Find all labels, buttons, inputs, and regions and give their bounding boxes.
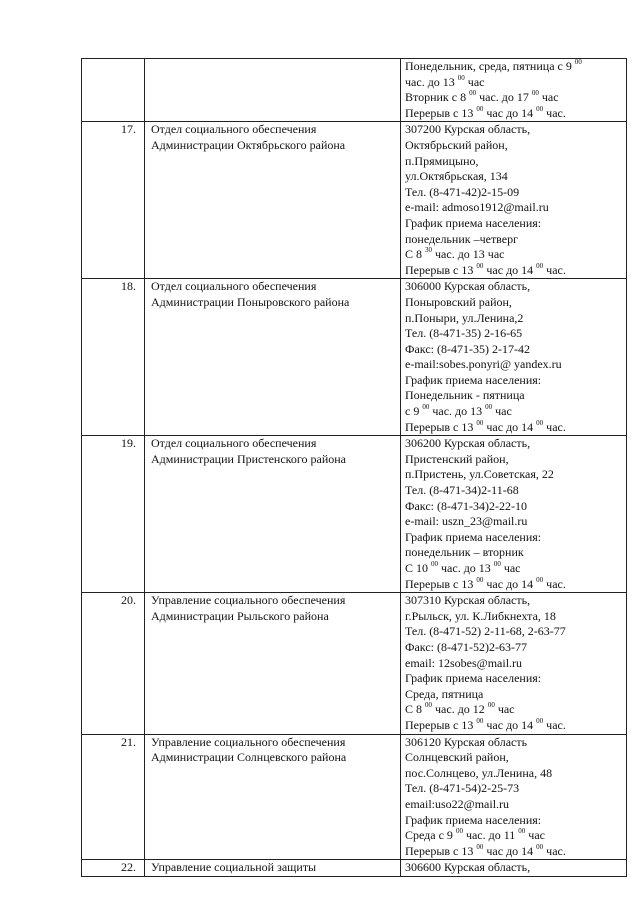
- contact-text: Тел. (8-471-35) 2-16-65: [405, 326, 523, 341]
- time-minutes: 00: [469, 89, 477, 98]
- contact-text: График приема населения:: [405, 671, 542, 686]
- contact-text: час до 14: [483, 717, 537, 732]
- contact-text: Факс: (8-471-35) 2-17-42: [405, 341, 530, 356]
- offices-table: [81, 58, 627, 877]
- contact-line: [405, 138, 623, 154]
- row-number: 19.: [82, 436, 145, 593]
- office-contact: [401, 122, 627, 279]
- time-minutes: 00: [476, 261, 484, 270]
- contact-text: час. до 13: [405, 74, 458, 89]
- contact-text: Октябрьский район,: [405, 137, 508, 152]
- contact-line: [405, 624, 623, 640]
- contact-text: email:uso22@mail.ru: [405, 796, 510, 811]
- contact-text: с 9: [405, 404, 423, 419]
- office-name-line: Отдел социального обеспечения: [151, 436, 317, 451]
- contact-line: [405, 750, 623, 766]
- offices-table-body: [82, 59, 627, 877]
- office-name-line: Администрации Поныровского района: [151, 294, 350, 309]
- time-minutes: 00: [487, 701, 495, 710]
- contact-line: [405, 185, 623, 201]
- contact-text: час: [494, 702, 515, 717]
- contact-text: График приема населения:: [405, 812, 542, 827]
- office-contact: [401, 279, 627, 436]
- contact-line: [405, 860, 623, 876]
- contact-line: [405, 530, 623, 546]
- contact-line: [405, 311, 623, 327]
- office-contact: [401, 860, 627, 877]
- table-row: [82, 122, 627, 279]
- contact-text: Тел. (8-471-34)2-11-68: [405, 483, 519, 498]
- contact-line: [405, 75, 623, 91]
- time-minutes: 00: [536, 716, 544, 725]
- contact-text: час. до 12: [432, 702, 488, 717]
- time-minutes: 00: [485, 403, 493, 412]
- contact-text: 306200 Курская область,: [405, 436, 531, 451]
- office-contact: [401, 59, 627, 122]
- office-name: [145, 59, 401, 122]
- contact-text: п.Пристень, ул.Советская, 22: [405, 467, 554, 482]
- contact-text: Тел. (8-471-52) 2-11-68, 2-63-77: [405, 624, 566, 639]
- contact-text: Перерыв с 13: [405, 262, 477, 277]
- office-name-line: Администрации Рыльского района: [151, 608, 329, 623]
- contact-line: [405, 702, 623, 718]
- contact-line: [405, 232, 623, 248]
- contact-line: [405, 154, 623, 170]
- contact-text: понедельник – вторник: [405, 545, 524, 560]
- contact-text: час: [492, 404, 512, 419]
- contact-text: С 8: [405, 702, 426, 717]
- contact-text: e-mail: admoso1912@mail.ru: [405, 200, 549, 215]
- office-name: [145, 734, 401, 860]
- office-name-line: Управление социальной защиты: [151, 860, 317, 875]
- contact-line: [405, 357, 623, 373]
- contact-text: час.: [543, 262, 566, 277]
- office-name-line: Администрации Пристенского района: [151, 451, 347, 466]
- contact-text: час.: [543, 419, 566, 434]
- contact-line: [405, 169, 623, 185]
- contact-text: час: [500, 561, 521, 575]
- contact-text: Перерыв с 13: [405, 576, 477, 591]
- contact-text: График приема населения:: [405, 215, 542, 230]
- contact-text: Перерыв с 13: [405, 419, 477, 434]
- contact-text: час. до 13 час: [432, 247, 505, 262]
- contact-text: час до 14: [483, 105, 537, 120]
- contact-text: Среда с 9: [405, 828, 456, 843]
- contact-text: e-mail: uszn_23@mail.ru: [405, 514, 528, 529]
- time-minutes: 00: [457, 73, 465, 82]
- time-minutes: 00: [536, 842, 544, 851]
- contact-line: [405, 467, 623, 483]
- row-number: 20.: [82, 593, 145, 734]
- contact-text: Солнцевский район,: [405, 750, 509, 765]
- contact-text: час до 14: [483, 576, 537, 591]
- contact-text: 307310 Курская область,: [405, 593, 531, 608]
- contact-text: час. до 11: [462, 828, 519, 843]
- contact-line: [405, 216, 623, 232]
- contact-line: [405, 687, 623, 703]
- contact-text: Перерыв с 13: [405, 843, 477, 858]
- contact-text: час.: [543, 843, 566, 858]
- contact-text: Пристенский район,: [405, 451, 509, 466]
- contact-line: [405, 420, 623, 436]
- time-minutes: 00: [476, 716, 484, 725]
- time-minutes: 00: [536, 575, 544, 584]
- contact-text: e-mail:sobes.ponyri@ yandex.ru: [405, 357, 562, 372]
- office-name: [145, 279, 401, 436]
- time-minutes: 00: [536, 261, 544, 270]
- time-minutes: 00: [536, 418, 544, 427]
- contact-text: С 8: [405, 247, 426, 262]
- contact-line: [405, 295, 623, 311]
- contact-text: Факс: (8-471-52)2-63-77: [405, 639, 527, 654]
- row-number: 21.: [82, 734, 145, 860]
- contact-line: [405, 483, 623, 499]
- office-name: [145, 122, 401, 279]
- contact-text: пос.Солнцево, ул.Ленина, 48: [405, 765, 553, 780]
- contact-line: [405, 373, 623, 389]
- contact-line: [405, 671, 623, 687]
- contact-text: понедельник –четверг: [405, 231, 519, 246]
- contact-line: [405, 797, 623, 813]
- table-row: [82, 734, 627, 860]
- contact-text: Понедельник, среда, пятница с 9: [405, 59, 575, 73]
- contact-line: [405, 656, 623, 672]
- contact-text: 306600 Курская область,: [405, 860, 531, 875]
- contact-text: email: 12sobes@mail.ru: [405, 655, 523, 670]
- contact-text: час.: [543, 105, 566, 120]
- time-minutes: 00: [422, 403, 430, 412]
- contact-text: час.: [543, 576, 566, 591]
- office-name-line: Отдел социального обеспечения: [151, 279, 317, 294]
- contact-text: час до 14: [483, 262, 537, 277]
- contact-line: [405, 263, 623, 279]
- time-minutes: 00: [476, 104, 484, 113]
- row-number: 18.: [82, 279, 145, 436]
- row-number: 22.: [82, 860, 145, 877]
- contact-text: График приема населения:: [405, 529, 542, 544]
- contact-text: 307200 Курская область,: [405, 122, 531, 137]
- contact-line: [405, 545, 623, 561]
- contact-line: [405, 90, 623, 106]
- office-contact: [401, 734, 627, 860]
- office-name-line: Управление социального обеспечения: [151, 734, 346, 749]
- contact-line: [405, 247, 623, 263]
- contact-line: [405, 436, 623, 452]
- contact-text: час. до 13: [429, 404, 486, 419]
- contact-text: Поныровский район,: [405, 294, 512, 309]
- office-name: [145, 436, 401, 593]
- time-minutes: 00: [476, 575, 484, 584]
- time-minutes: 00: [536, 104, 544, 113]
- contact-text: 306120 Курская область: [405, 734, 528, 749]
- table-row: [82, 593, 627, 734]
- contact-text: час. до 13: [438, 561, 494, 575]
- time-minutes: 00: [574, 58, 582, 66]
- office-name-line: Администрации Октябрьского района: [151, 137, 346, 152]
- contact-text: Перерыв с 13: [405, 717, 477, 732]
- contact-line: [405, 106, 623, 122]
- contact-text: Понедельник - пятница: [405, 388, 525, 403]
- contact-line: [405, 388, 623, 404]
- row-number: 17.: [82, 122, 145, 279]
- contact-line: [405, 342, 623, 358]
- contact-text: Среда, пятница: [405, 686, 484, 701]
- office-name: [145, 593, 401, 734]
- table-row: [82, 860, 627, 877]
- contact-text: час до 14: [483, 843, 537, 858]
- contact-line: [405, 279, 623, 295]
- contact-line: [405, 781, 623, 797]
- time-minutes: 00: [431, 560, 439, 568]
- contact-text: С 10: [405, 561, 432, 575]
- office-name: [145, 860, 401, 877]
- contact-text: час. до 17: [476, 90, 532, 105]
- contact-text: час до 14: [483, 419, 537, 434]
- office-name-line: Отдел социального обеспечения: [151, 122, 317, 137]
- contact-line: [405, 813, 623, 829]
- table-row: [82, 279, 627, 436]
- contact-text: час: [525, 828, 545, 843]
- contact-text: п.Поныри, ул.Ленина,2: [405, 310, 524, 325]
- table-row: [82, 59, 627, 122]
- time-minutes: 00: [531, 89, 539, 98]
- contact-text: час: [538, 90, 559, 105]
- contact-line: [405, 122, 623, 138]
- contact-text: Перерыв с 13: [405, 105, 477, 120]
- contact-text: Факс: (8-471-34)2-22-10: [405, 498, 527, 513]
- office-contact: [401, 593, 627, 734]
- office-contact: [401, 436, 627, 593]
- office-name-line: Администрации Солнцевского района: [151, 750, 347, 765]
- contact-text: Тел. (8-471-42)2-15-09: [405, 184, 520, 199]
- time-minutes: 00: [425, 701, 433, 710]
- time-minutes: 00: [476, 842, 484, 851]
- contact-line: [405, 200, 623, 216]
- contact-text: График приема населения:: [405, 372, 542, 387]
- time-minutes: 30: [425, 246, 433, 255]
- contact-text: п.Прямицыно,: [405, 153, 479, 168]
- contact-line: [405, 577, 623, 593]
- contact-line: [405, 514, 623, 530]
- contact-text: 306000 Курская область,: [405, 279, 531, 294]
- contact-line: [405, 326, 623, 342]
- contact-text: г.Рыльск, ул. К.Либкнехта, 18: [405, 608, 556, 623]
- time-minutes: 00: [476, 418, 484, 427]
- contact-line: [405, 766, 623, 782]
- contact-text: час.: [543, 717, 566, 732]
- contact-line: [405, 404, 623, 420]
- contact-line: [405, 718, 623, 734]
- contact-line: [405, 640, 623, 656]
- contact-text: Вторник с 8: [405, 90, 470, 105]
- row-number: [82, 59, 145, 122]
- contact-line: [405, 844, 623, 860]
- contact-line: [405, 561, 623, 577]
- table-row: [82, 436, 627, 593]
- contact-line: [405, 499, 623, 515]
- time-minutes: 00: [493, 560, 501, 568]
- contact-line: [405, 452, 623, 468]
- contact-text: Тел. (8-471-54)2-25-73: [405, 781, 520, 796]
- contact-text: ул.Октябрьская, 134: [405, 169, 508, 184]
- contact-line: [405, 59, 623, 75]
- time-minutes: 00: [518, 827, 526, 836]
- contact-line: [405, 609, 623, 625]
- contact-line: [405, 735, 623, 751]
- time-minutes: 00: [455, 827, 463, 836]
- contact-line: [405, 828, 623, 844]
- contact-line: [405, 593, 623, 609]
- office-name-line: Управление социального обеспечения: [151, 593, 346, 608]
- contact-text: час: [464, 74, 485, 89]
